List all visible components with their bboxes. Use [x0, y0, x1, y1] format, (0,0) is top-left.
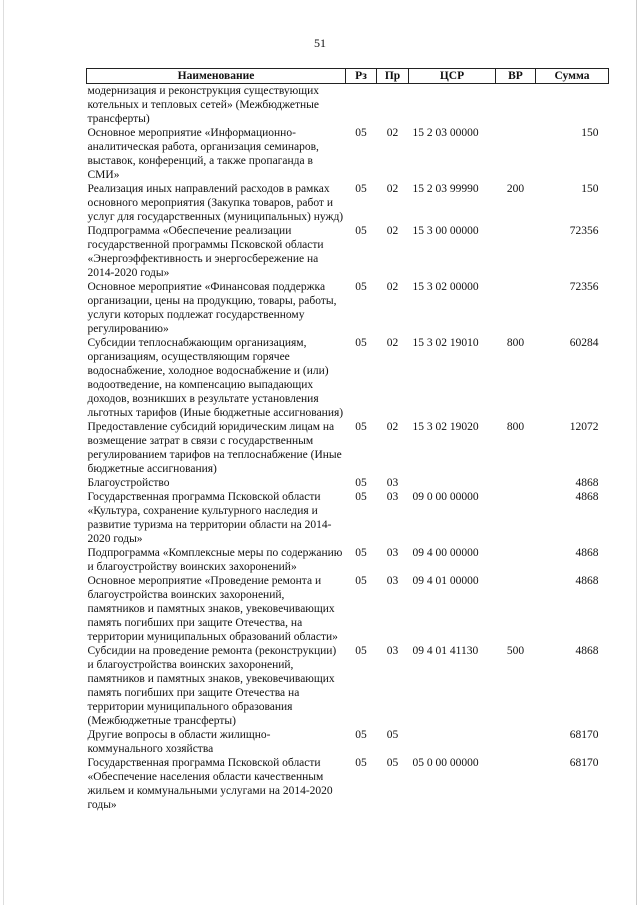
cell-csr: [409, 476, 496, 490]
table-row: [87, 336, 609, 420]
table-row: [87, 420, 609, 476]
table-row: [87, 728, 609, 756]
cell-rz: 05: [355, 645, 367, 657]
cell-rz: 05: [355, 281, 367, 293]
cell-pr: 03: [386, 547, 399, 559]
cell-sum: 68170: [569, 757, 599, 769]
header-vr: ВР: [496, 69, 536, 84]
cell-rz: 05: [355, 547, 367, 559]
cell-name: Государственная программа Псковской области «Культура, сохранение культурного наследия и развитие туризма на территории области на 2014-2020 годы»: [87, 491, 332, 545]
page-number: 51: [314, 36, 326, 50]
cell-rz: 05: [355, 337, 367, 349]
cell-vr: [496, 126, 536, 182]
cell-pr: 02: [386, 183, 399, 195]
header-csr: ЦСР: [409, 69, 496, 84]
cell-name: Субсидии на проведение ремонта (реконструкции) и благоустройства воинских захоронений, памятников и памятных знаков, увековечивающих память погибших при защите Отечества на территории муниципального образования (Межбюджетные трансферты): [87, 645, 337, 727]
cell-vr: [496, 728, 536, 756]
cell-rz: 05: [355, 757, 367, 769]
cell-name: Подпрограмма «Обеспечение реализации государственной программы Псковской области «Энергоэффективность и энергосбережение на 2014-2020 годы»: [87, 225, 324, 279]
cell-name: Благоустройство: [87, 477, 170, 489]
cell-csr: 09 0 00 00000: [412, 491, 479, 503]
cell-csr: 09 4 01 41130: [412, 645, 479, 657]
cell-pr: 02: [386, 281, 399, 293]
cell-sum: 12072: [569, 421, 599, 433]
table-body: [87, 84, 609, 813]
cell-csr: 05 0 00 00000: [412, 757, 479, 769]
cell-sum: 4868: [575, 477, 599, 489]
cell-pr: 02: [386, 421, 399, 433]
cell-csr: 15 3 02 19010: [412, 337, 479, 349]
cell-rz: 05: [355, 575, 367, 587]
header-rz: Рз: [346, 69, 377, 84]
header-name: Наименование: [87, 69, 346, 84]
header-row: [87, 69, 609, 84]
cell-vr: [496, 476, 536, 490]
header-pr: Пр: [377, 69, 409, 84]
cell-vr: [496, 84, 536, 127]
cell-rz: 05: [355, 183, 367, 195]
cell-csr: 15 3 02 19020: [412, 421, 479, 433]
cell-name: Предоставление субсидий юридическим лицам на возмещение затрат в связи с государственным регулированием тарифов на теплоснабжение (Иные бюджетные ассигнования): [87, 421, 342, 475]
header-sum: Сумма: [536, 69, 609, 84]
cell-sum: 72356: [569, 281, 599, 293]
cell-name: Реализация иных направлений расходов в рамках основного мероприятия (Закупка товаров, работ и услуг для государственных (муниципальных) нужд): [87, 183, 344, 223]
cell-csr: 09 4 00 00000: [412, 547, 479, 559]
cell-pr: 03: [386, 477, 399, 489]
cell-pr: [377, 84, 409, 127]
cell-vr: [496, 224, 536, 280]
cell-pr: 03: [386, 645, 399, 657]
scan-edge-right: [636, 0, 637, 905]
cell-name: Основное мероприятие «Финансовая поддержка организации, цены на продукцию, товары, работы, услуги которых подлежат государственному регулированию»: [87, 281, 337, 335]
cell-name: Основное мероприятие «Информационно-аналитическая работа, организация семинаров, выставок, конференций, а также пропаганда в СМИ»: [87, 127, 319, 181]
cell-sum: 4868: [575, 575, 599, 587]
cell-name: модернизация и реконструкция существующих котельных и тепловых сетей» (Межбюджетные трансферты): [87, 85, 320, 125]
cell-name: Другие вопросы в области жилищно-коммунального хозяйства: [87, 729, 271, 755]
cell-sum: 150: [581, 127, 599, 139]
cell-name: Субсидии теплоснабжающим организациям, организациям, осуществляющим горячее водоснабжение, холодное водоснабжение и (или) водоотведение, на компенсацию выпадающих доходов, возникших в результате установления льготных тарифов (Иные бюджетные ассигнования): [87, 337, 344, 419]
cell-pr: 02: [386, 337, 399, 349]
cell-csr: 15 3 00 00000: [412, 225, 479, 237]
cell-pr: 02: [386, 225, 399, 237]
cell-name: Основное мероприятие «Проведение ремонта и благоустройства воинских захоронений, памятников и памятных знаков, увековечивающих память погибших при защите Отечества, на территории муниципальных образований области»: [87, 575, 338, 643]
cell-pr: 03: [386, 491, 399, 503]
cell-vr: 800: [506, 421, 525, 433]
cell-pr: 05: [386, 729, 399, 741]
table-row: [87, 546, 609, 574]
table-row: [87, 644, 609, 728]
cell-csr: [409, 84, 496, 127]
cell-sum: 68170: [569, 729, 599, 741]
cell-sum: [536, 84, 609, 127]
cell-rz: 05: [355, 127, 367, 139]
cell-name: Подпрограмма «Комплексные меры по содержанию и благоустройству воинских захоронений»: [87, 547, 343, 573]
cell-rz: 05: [355, 225, 367, 237]
cell-vr: [496, 756, 536, 812]
cell-sum: 150: [581, 183, 599, 195]
cell-sum: 4868: [575, 491, 599, 503]
table-row: [87, 126, 609, 182]
cell-rz: 05: [355, 477, 367, 489]
cell-rz: 05: [355, 491, 367, 503]
cell-sum: 4868: [575, 645, 599, 657]
table-row: [87, 756, 609, 812]
cell-vr: [496, 574, 536, 644]
cell-sum: 60284: [569, 337, 599, 349]
cell-csr: 09 4 01 00000: [412, 575, 479, 587]
table-row: [87, 574, 609, 644]
table-row: [87, 182, 609, 224]
cell-sum: 72356: [569, 225, 599, 237]
cell-vr: [496, 280, 536, 336]
cell-pr: 03: [386, 575, 399, 587]
budget-table: [86, 68, 609, 812]
scan-edge-left: [3, 0, 4, 905]
table-header: [87, 69, 609, 84]
cell-rz: [346, 84, 377, 127]
cell-csr: 15 2 03 99990: [412, 183, 479, 195]
table-row: [87, 280, 609, 336]
cell-vr: [496, 546, 536, 574]
cell-vr: 200: [506, 183, 525, 195]
cell-pr: 05: [386, 757, 399, 769]
table-row: [87, 476, 609, 490]
table-row: [87, 224, 609, 280]
cell-vr: 800: [506, 337, 525, 349]
cell-csr: 15 3 02 00000: [412, 281, 479, 293]
cell-vr: 500: [506, 645, 525, 657]
cell-pr: 02: [386, 127, 399, 139]
cell-rz: 05: [355, 729, 367, 741]
cell-name: Государственная программа Псковской области «Обеспечение населения области качественным жильем и коммунальными услугами на 2014-2020 годы»: [87, 757, 333, 811]
cell-sum: 4868: [575, 547, 599, 559]
table-row: [87, 84, 609, 127]
cell-vr: [496, 490, 536, 546]
table-row: [87, 490, 609, 546]
cell-rz: 05: [355, 421, 367, 433]
cell-csr: [409, 728, 496, 756]
cell-csr: 15 2 03 00000: [412, 127, 479, 139]
